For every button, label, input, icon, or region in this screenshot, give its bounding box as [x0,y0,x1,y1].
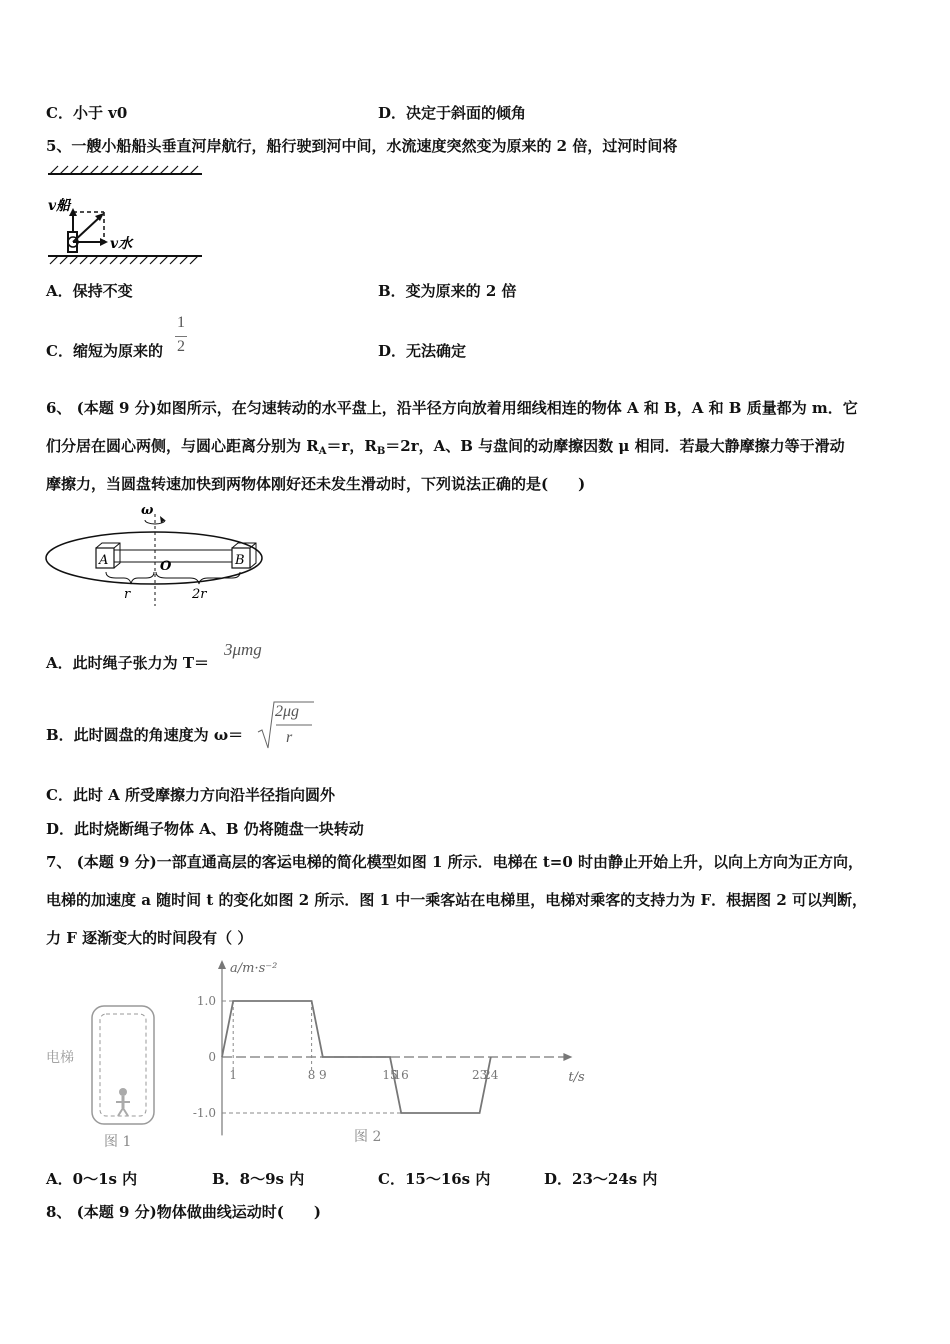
radius-r-label: r [124,587,131,602]
chart-x-axis-label: t/s [568,1070,585,1085]
y-axis-arrow [218,960,226,969]
q6-option-a: A．此时绳子张力为 T＝ [46,654,210,672]
water-velocity-label: v水 [110,236,133,252]
elevator-label: 电梯 [46,1050,74,1066]
q6-disc-figure [44,500,268,608]
q5-boat-figure [46,166,206,266]
q7-option-b: B．8～9s 内 [212,1170,305,1188]
block-b-label: B [235,553,245,568]
q5-option-c: C．缩短为原来的 [46,342,163,360]
boat-velocity-label: v船 [48,198,71,214]
q5-option-b: B．变为原来的 2 倍 [378,282,517,300]
chart-x-ticks [229,1068,498,1082]
q5-fraction-numerator: 1 [177,314,185,331]
x-tick-label: 23 [471,1068,488,1082]
q6-option-c: C．此时 A 所受摩擦力方向沿半径指向圆外 [46,786,336,804]
x-tick-label: 16 [393,1068,409,1082]
q7-option-a: A．0～1s 内 [46,1170,138,1188]
x-tick-label: 24 [483,1068,499,1082]
q5-fraction-bar [175,336,187,337]
figure-1-caption: 图 1 [104,1134,132,1150]
q6-sqrt-numerator: 2μg [275,703,300,720]
x-tick-label: 8 [307,1068,316,1082]
x-tick-label: 9 [318,1068,327,1082]
q6-stem-line-1: 6、 (本题 9 分)如图所示，在匀速转动的水平盘上，沿半径方向放着用细线相连的物体 A 和 B，A 和 B 质量都为 m．它 [46,399,858,417]
q6-option-a-expression: 3μmg [224,640,262,659]
q4-option-c: C．小于 v0 [46,104,128,122]
q7-stem-line-3: 力 F 逐渐变大的时间段有（ ） [46,929,253,947]
passenger-icon [119,1088,127,1096]
chart-y-axis-label: a/m·s⁻² [230,961,278,976]
x-tick-label: 1 [229,1068,238,1082]
figure-2-caption: 图 2 [354,1129,382,1145]
y-tick-label: -1.0 [192,1106,216,1120]
x-tick-label: 15 [382,1068,398,1082]
q6-stem-line-2: 们分居在圆心两侧，与圆心距离分别为 $R_A=r$，$R_B=2r$，A、B 与盘间的动摩擦因数 μ 相同．若最大静摩擦力等于滑动 [46,437,845,457]
block-a-label: A [99,553,109,568]
q5-fraction-denominator: 2 [177,338,185,355]
radius-2r-label: 2r [192,587,207,602]
q6-stem-line-3: 摩擦力，当圆盘转速加快到两物体刚好还未发生滑动时，下列说法正确的是( ) [46,475,586,493]
q6-option-b: B．此时圆盘的角速度为 ω＝ [46,726,244,744]
y-tick-label: 0 [208,1050,216,1064]
q7-stem-line-2: 电梯的加速度 a 随时间 t 的变化如图 2 所示．图 1 中一乘客站在电梯里，电梯对乘客的支持力为 F．根据图 2 可以判断， [46,891,868,909]
q6-option-d: D．此时烧断绳子物体 A、B 仍将随盘一块转动 [46,820,364,838]
q5-option-d: D．无法确定 [378,342,467,360]
chart-y-ticks [193,994,216,1120]
q7-acceleration-chart [188,956,585,1148]
y-tick-label: 1.0 [196,994,216,1008]
chart-axes [218,960,572,1135]
q7-option-c: C．15～16s 内 [378,1170,491,1188]
q6-sqrt-denominator: r [286,729,293,746]
q5-stem: 5、一艘小船船头垂直河岸航行，船行驶到河中间，水流速度突然变为原来的 2 倍，过河时间将 [46,137,678,155]
q7-stem-line-1: 7、 (本题 9 分)一部直通高层的客运电梯的简化模型如图 1 所示．电梯在 t=0 时由静止开始上升，以向上方向为正方向， [46,853,863,871]
x-axis-arrow [563,1053,572,1061]
q5-option-a: A．保持不变 [46,282,133,300]
q4-option-d: D．决定于斜面的倾角 [378,104,527,122]
q7-elevator-figure [44,1000,164,1150]
q8-stem: 8、 (本题 9 分)物体做曲线运动时( ) [46,1203,321,1221]
q7-option-d: D．23～24s 内 [544,1170,658,1188]
center-o-label: O [160,559,172,574]
omega-label: ω [141,503,154,518]
